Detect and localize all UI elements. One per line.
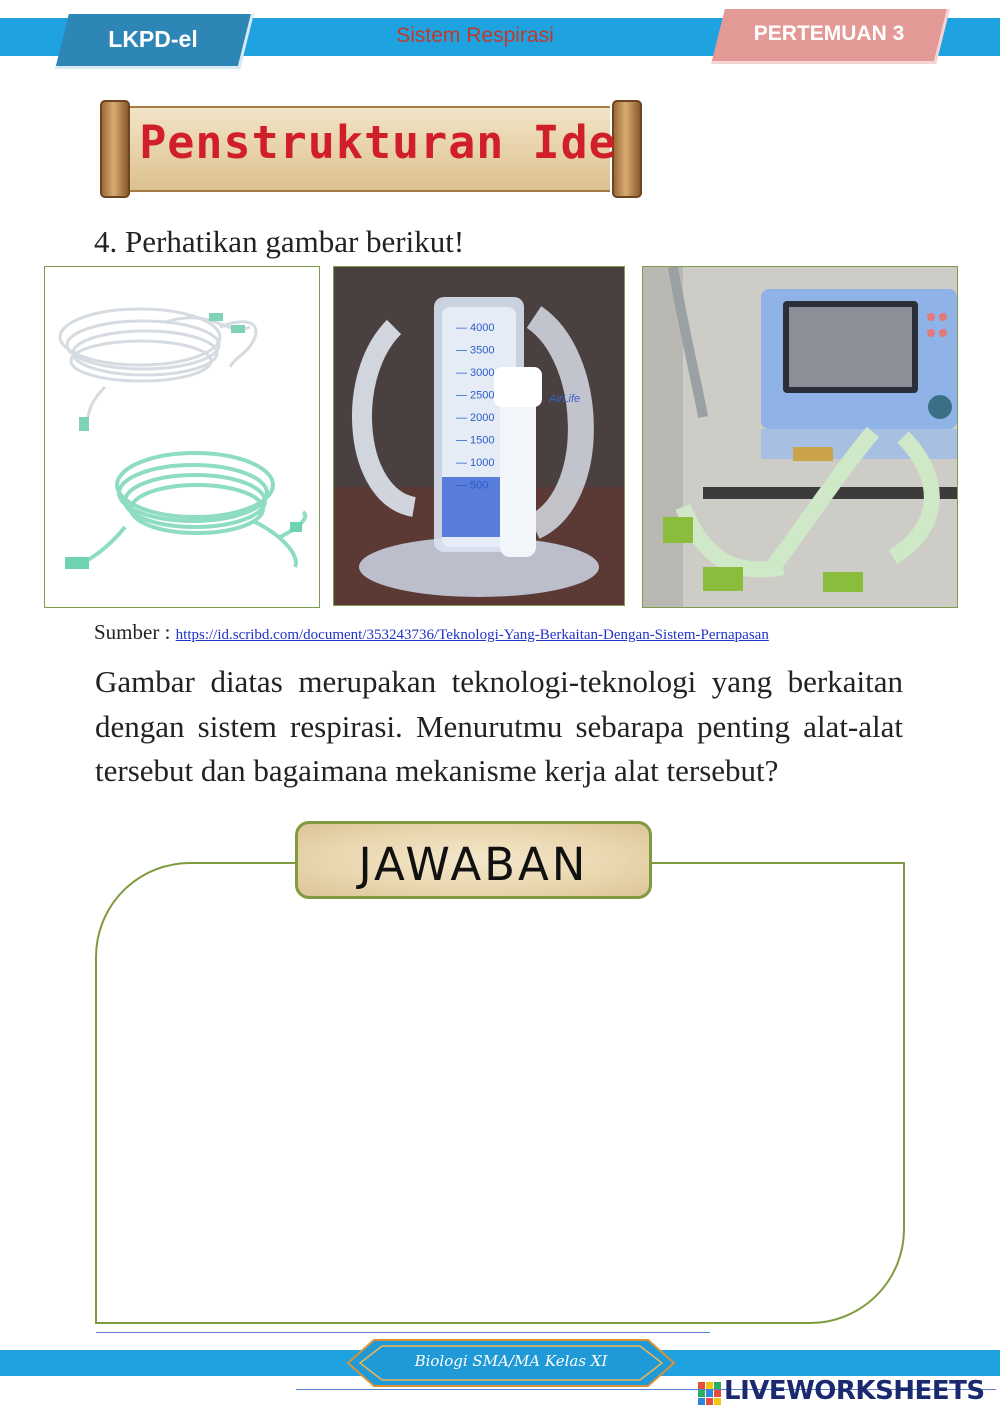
header-right-tab-label: PERTEMUAN 3 <box>753 22 905 45</box>
spirometer-brand: AirLife <box>549 393 581 405</box>
mechanical-ventilator-image <box>642 266 958 608</box>
spirometer-scale-label: — 4000 <box>456 322 495 334</box>
source-citation <box>94 620 769 645</box>
oxygen-nasal-cannula-image <box>44 266 320 608</box>
spirometer-scale-label: — 1500 <box>456 434 495 447</box>
spirometer-scale-label: — 1000 <box>456 457 495 469</box>
answer-input[interactable] <box>120 905 884 1309</box>
incentive-spirometer-image <box>333 266 625 606</box>
spirometer-scale-label: — 500 <box>456 479 489 492</box>
liveworksheets-watermark: LIVEWORKSHEETS <box>724 1376 985 1406</box>
header-title: Sistem Respirasi <box>396 24 554 47</box>
footer-text: Biologi SMA/MA Kelas XI <box>414 1352 608 1370</box>
footer-line-top <box>96 1332 710 1333</box>
liveworksheets-icon <box>698 1380 722 1406</box>
question-paragraph: Gambar diatas merupakan teknologi-teknologi yang berkaitan dengan sistem respirasi. Menurutmu sebarapa penting alat-alat tersebut dan bagaimana mekanisme kerja alat tersebut? <box>95 664 903 788</box>
spirometer-scale-label: — 2000 <box>456 412 495 424</box>
source-link[interactable]: https://id.scribd.com/document/353243736/Teknologi-Yang-Berkaitan-Dengan-Sistem-Pernapasan <box>175 627 769 643</box>
source-label: Sumber : <box>94 620 171 644</box>
spirometer-scale-label: — 2500 <box>456 389 495 402</box>
section-title: Penstrukturan Ide <box>139 116 617 169</box>
spirometer-scale-label: — 3500 <box>456 344 495 357</box>
header-left-tab-label: LKPD-el <box>108 26 198 52</box>
spirometer-scale-label: — 3000 <box>456 367 495 379</box>
answer-label: JAWABAN <box>358 838 589 891</box>
question-text: 4. Perhatikan gambar berikut! <box>94 224 465 259</box>
